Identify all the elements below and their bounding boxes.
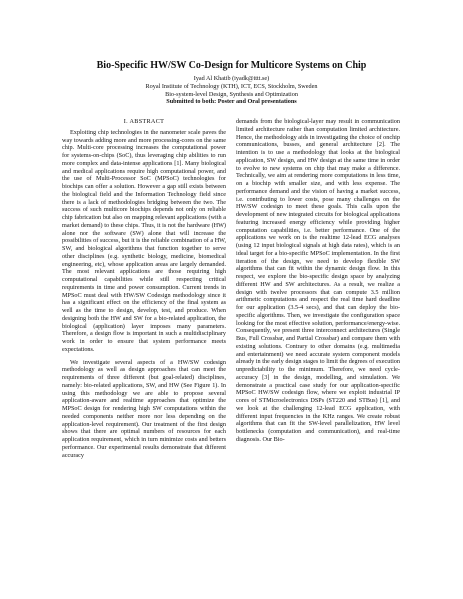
abstract-paragraph-1: Exploiting chip technologies in the nanometer scale paves the way towards adding more and more processing-cores on the same chip. Multi-core processing increases the computational power for systems-on-chips (SoC), thus leveraging chip abilities to run more complex and data-intense applications [1]. Many biological and medical applications require high computational power, and the use of Multi-Processor SoC (MPSoC) technologies for biochips can offer a solution. However a gap still exists between the biological field and the Information Technology field since there is a lack of methodologies bridging between the two. The success of such multicore biochips depends not only on reliable chip fabrication but also on mapping relevant applications (with a market demand) to these chips. Thus, it is not the hardware (HW) alone nor the software (SW) alone that will increase the possibilities of success, but it is the reliable combination of a HW, SW, and biological algorithms that function together to serve other disciplines (e.g. synthetic biology, medicine, biomedical engineering, etc), whose application areas are largely demanded. The most relevant applications are those requiring high computational capabilities while still respecting critical requirements in time and power consumption. Current trends in MPSoC must deal with HW/SW Codesign methodology since it has a significant effect on the efficiency of the final system as well as the time to design, develop, test, and produce. When designing both the HW and SW for a bio-related application, the biological (application) layer imposes many parameters. Therefore, a design flow is important in such a multidisciplinary work in order to ensure that system performance meets expectations. xyxy=(62,128,226,353)
abstract-paragraph-2: We investigate several aspects of a HW/SW codesign methodology as well as design approaches that can meet the requirements of three different (but goal-related) disciplines, namely: bio-related applications, SW, and HW (See Figure 1). In using this methodology we are able to propose several application-aware and realtime approaches that optimize the MPSoC design for rendering high SW computations within the needed components neither more nor less depending on the application-level requirement). Our treatment of the first design shows that there are optimal numbers of resources for each application requirement, which in turn minimize costs and betters performance. Our experimental results demonstrate that different accuracy xyxy=(62,358,226,459)
abstract-paragraph-3: demands from the biological-layer may result in communication limited architecture rather than computation limited architecture. Hence, the methodology aids in investigating the choice of onchip communications, busses, and general architecture [2]. The intention is to use a methodology that looks at the biological application, SW design, and HW design at the same time in order to evolve to new systems on chip that may make a difference. Technically, we aim at rendering more computations in less time, on a biochip with smaller size, and with less expense. The performance demand and the vision of having a market success, i.e. contributing to lower costs, pose many challenges on the HW/SW codesign to meet these goals. This calls upon the development of new integrated circuits for biological applications featuring increased energy efficiency while providing higher computation capabilities, i.e. better performance. One of the applications we work on is the realtime 12-lead ECG analyses (using 12 input biological signals at high data rates), which is an ideal target for a bio-specific MPSoC implementation. In the first iteration of the design, we need to develop flexible SW algorithms that can fit within the dynamic design flow. In this respect, we explore the bio-specific design space by analyzing different HW and SW architectures. As a result, we realize a design with twelve processors that can compute 3.5 million arithmetic computations and respect the real time hard deadline for our application (3.5-4 secs), and that can deploy the bio-specific algorithms. Then, we investigate the configuration space looking for the most effective solution, performance/energy-wise. Consequently, we present three interconnect architectures (Single Bus, Full Crossbar, and Partial Crossbar) and compare them with existing solutions. Contrary to other domains (e.g. multimedia and entertainment) we need accurate system component models already in the early design stages to limit the degrees of execution unpredictability to the minimum. Therefore, we need cycle-accuracy [3] in the design, modelling, and simulation. We demonstrate a practical case study for our application-specific MPSoC HW/SW codesign flow, where we exploit industrial IP cores of STMicroelectronics DSPs (ST220 and STBus) [1], and we look at the challenging 12-lead ECG application, with different input frequencies in the KHz ranges. We create robust algorithms that can fit the SW-level parallelization, HW level bottlenecks (computation and communication), and real-time diagnosis. Our Bio- xyxy=(236,118,400,443)
submission-line: Submitted to both: Poster and Oral presentations xyxy=(166,98,297,106)
abstract-heading: I. ABSTRACT xyxy=(123,118,165,126)
affiliation-line: Royal Institute of Technology (KTH), ICT, ECS, Stockholm, Sweden xyxy=(145,82,318,90)
author-block xyxy=(62,75,401,106)
group-line: Bio-system-level Design, Synthesis and Optimization xyxy=(165,90,298,98)
paper-title: Bio-Specific HW/SW Co-Design for Multicore Systems on Chip xyxy=(96,60,367,71)
right-column xyxy=(236,118,400,459)
author-line: Iyad Al Khatib (iyadk@ittt.se) xyxy=(193,75,270,82)
body-columns xyxy=(62,118,401,459)
left-column xyxy=(62,118,226,459)
